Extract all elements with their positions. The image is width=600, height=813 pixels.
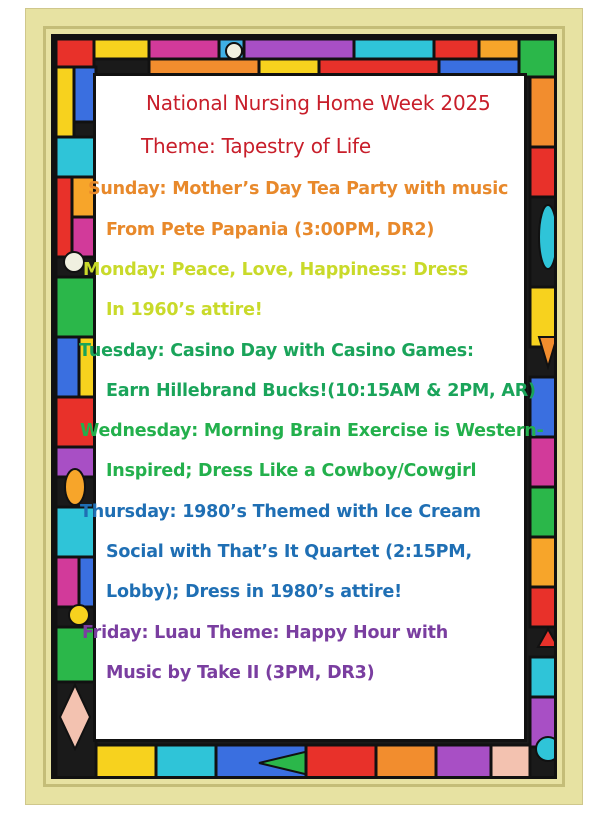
- tuesday-line-2: Earn Hillebrand Bucks!(10:15AM & 2PM, AR): [106, 381, 536, 401]
- wednesday-line-2: Inspired; Dress Like a Cowboy/Cowgirl: [106, 461, 477, 481]
- sunday-line-1: Sunday: Mother’s Day Tea Party with music: [88, 179, 509, 199]
- page-title: National Nursing Home Week 2025: [146, 91, 491, 115]
- theme-line: Theme: Tapestry of Life: [141, 134, 371, 158]
- thursday-line-1: Thursday: 1980’s Themed with Ice Cream: [80, 502, 481, 522]
- sunday-line-2: From Pete Papania (3:00PM, DR2): [106, 220, 435, 240]
- monday-line-1: Monday: Peace, Love, Happiness: Dress: [83, 260, 469, 280]
- monday-line-2: In 1960’s attire!: [106, 300, 263, 320]
- friday-line-1: Friday: Luau Theme: Happy Hour with: [82, 623, 449, 643]
- friday-line-2: Music by Take II (3PM, DR3): [106, 663, 375, 683]
- wednesday-line-1: Wednesday: Morning Brain Exercise is Western-: [80, 421, 544, 441]
- thursday-line-2: Social with That’s It Quartet (2:15PM,: [106, 542, 472, 562]
- tuesday-line-1: Tuesday: Casino Day with Casino Games:: [79, 341, 474, 361]
- thursday-line-3: Lobby); Dress in 1980’s attire!: [106, 582, 402, 602]
